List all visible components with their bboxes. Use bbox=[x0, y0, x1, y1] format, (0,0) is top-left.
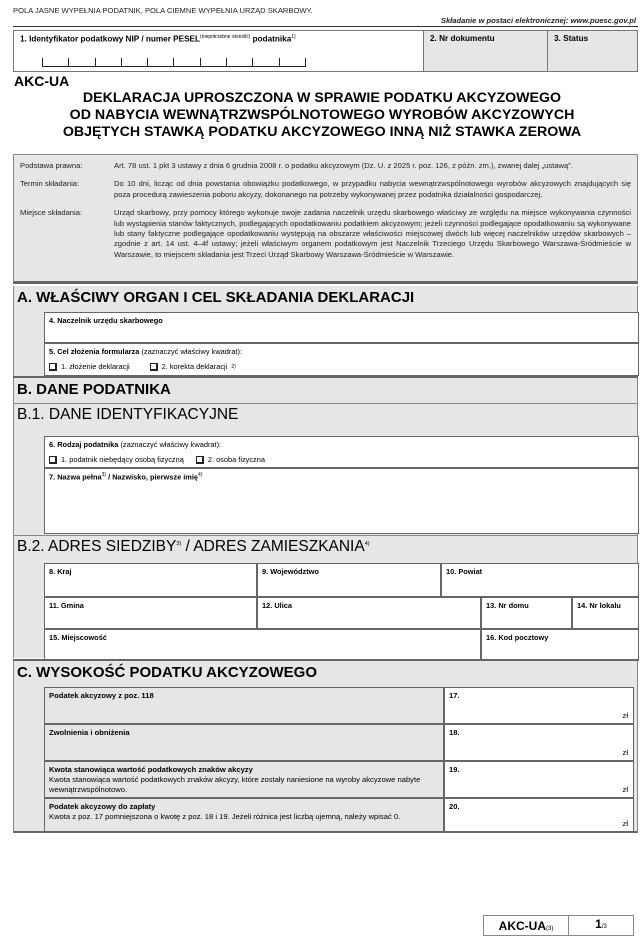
field-18-input[interactable]: 18. zł bbox=[445, 725, 633, 760]
section-b-title: B. DANE PODATNIKA bbox=[14, 378, 637, 404]
footer-form-code: AKC-UA(3) bbox=[484, 916, 569, 935]
section-a bbox=[13, 286, 638, 377]
section-b2-title: B.2. ADRES SIEDZIBY$^{3)}$ / ADRES ZAMIESZKANIA$^{4)}$ bbox=[14, 535, 637, 556]
field-12-street[interactable]: 12. Ulica bbox=[257, 597, 481, 629]
section-b1-title: B.1. DANE IDENTYFIKACYJNE bbox=[17, 406, 239, 423]
field-15-city[interactable]: 15. Miejscowość bbox=[44, 629, 481, 661]
deadline-row: Termin składania: Do 10 dni, licząc od dnia powstania obowiązku podatkowego, w przypadku nabycia wewnątrzwspólnotowego wyrobów akcyzowych znajdujących się poza procedurą zawieszenia poboru akcyzy, dokonanego na potrzeby wykonywanej przez podatnika działalności gospodarczej. bbox=[20, 179, 631, 199]
legal-info-box bbox=[13, 154, 638, 284]
header-rule bbox=[13, 26, 638, 27]
fill-instruction-note: POLA JASNE WYPEŁNIA PODATNIK, POLA CIEMNE WYPEŁNIA URZĄD SKARBOWY. bbox=[13, 6, 313, 15]
field-1-nip-pesel[interactable]: 1. Identyfikator podatkowy NIP / numer $PESEL^{(niepotrzebne skreślić)}$ podatnika$^{1)}$ bbox=[14, 31, 424, 71]
field-9-voivodeship[interactable]: 9. Województwo bbox=[257, 563, 441, 597]
field-11-commune[interactable]: 11. Gmina bbox=[44, 597, 257, 629]
field-8-country[interactable]: 8. Kraj bbox=[44, 563, 257, 597]
field-20-input[interactable]: 20. zł bbox=[445, 799, 633, 831]
field-16-postal-code[interactable]: 16. Kod pocztowy bbox=[481, 629, 639, 661]
electronic-submission-note: Składanie w postaci elektronicznej: www.puesc.gov.pl bbox=[440, 16, 636, 25]
field-19-input[interactable]: 19. zł bbox=[445, 762, 633, 797]
section-c-title: C. WYSOKOŚĆ PODATKU AKCYZOWEGO bbox=[17, 664, 317, 681]
checkbox-icon[interactable] bbox=[49, 456, 57, 464]
field-10-county[interactable]: 10. Powiat bbox=[441, 563, 639, 597]
field-6-taxpayer-type: 6. Rodzaj podatnika (zaznaczyć właściwy kwadrat): 1. podatnik niebędący osobą fizyczną 2. osoba fizyczna bbox=[44, 436, 639, 468]
field-13-house-number[interactable]: 13. Nr domu bbox=[481, 597, 572, 629]
option-natural-person[interactable]: 2. osoba fizyczna bbox=[196, 455, 265, 464]
row-20-tax-due: Podatek akcyzowy do zapłaty Kwota z poz. 17 pomniejszona o kwotę z poz. 18 i 19. Jeżeli różnica jest liczbą ujemną, należy wpisać 0. 20. zł bbox=[44, 798, 634, 832]
field-4-tax-office[interactable]: 4. Naczelnik urzędu skarbowego bbox=[44, 312, 639, 343]
field-7-full-name[interactable]: 7. Nazwa pełna$^{3)}$ / Nazwisko, pierwsze imię$^{4)}$ bbox=[44, 468, 639, 534]
option-correction[interactable]: 2. korekta deklaracji 2) bbox=[150, 362, 236, 371]
field-1-label: 1. Identyfikator podatkowy NIP / numer PESEL bbox=[20, 34, 201, 44]
submission-place-row: Miejsce składania: Urząd skarbowy, przy pomocy którego wykonuje swoje zadania naczelnik urzędu skarbowego właściwy ze względu na miejsce wykonywania czynności lub wystąpienia stanów faktycznych, podlegających opodatkowaniu podatkiem akcyzowym; jeżeli czynności podlegające opodatkowaniu są wykonywane lub stany faktyczne podlegające opodatkowaniu występują na obszarze właściwości miejscowej dwóch lub więcej naczelników urzędów skarbowych – zgodnie z art. 14 ust. 4–4f ustawy; jeżeli właściwym organem podatkowym jest Naczelnik Trzeciego Urzędu Skarbowego Warszawa-Śródmieście w Warszawie, to miejscem składania jest Trzeci Urząd Skarbowy Warszawa-Śródmieście w Warszawie. bbox=[20, 208, 631, 259]
field-2-document-number: 2. Nr dokumentu bbox=[424, 31, 548, 71]
field-14-apartment-number[interactable]: 14. Nr lokalu bbox=[572, 597, 639, 629]
row-17-excise-tax: Podatek akcyzowy z poz. 118 17. zł bbox=[44, 687, 634, 724]
page-footer bbox=[483, 915, 634, 936]
section-a-title: A. WŁAŚCIWY ORGAN I CEL SKŁADANIA DEKLARACJI bbox=[17, 289, 415, 306]
field-3-status: 3. Status bbox=[548, 31, 637, 71]
form-title: DEKLARACJA UPROSZCZONA W SPRAWIE PODATKU AKCYZOWEGO OD NABYCIA WEWNĄTRZWSPÓLNOTOWEGO WYROBÓW AKCYZOWYCH OBJĘTYCH STAWKĄ PODATKU AKCYZOWEGO INNĄ NIŻ STAWKA ZEROWA bbox=[62, 90, 582, 140]
nip-digit-boxes[interactable] bbox=[42, 58, 306, 67]
row-18-exemptions: Zwolnienia i obniżenia 18. zł bbox=[44, 724, 634, 761]
field-17-input[interactable]: 17. zł bbox=[445, 688, 633, 723]
legal-basis-row: Podstawa prawna: Art. 78 ust. 1 pkt 3 ustawy z dnia 6 grudnia 2008 r. o podatku akcyzowym (Dz. U. z 2025 r. poz. 126, z późn. zm.), zwanej dalej „ustawą”. bbox=[20, 161, 573, 170]
page-number: 1/3 bbox=[595, 917, 607, 931]
checkbox-icon[interactable] bbox=[49, 363, 57, 371]
section-b bbox=[13, 378, 638, 658]
option-non-natural-person[interactable]: 1. podatnik niebędący osobą fizyczną bbox=[49, 455, 184, 464]
checkbox-icon[interactable] bbox=[196, 456, 204, 464]
option-submission[interactable]: 1. złożenie deklaracji bbox=[49, 362, 130, 371]
field-5-purpose: 5. Cel złożenia formularza (zaznaczyć właściwy kwadrat): 1. złożenie deklaracji 2. korekta deklaracji 2) bbox=[44, 343, 639, 376]
row-19-excise-stamps: Kwota stanowiąca wartość podatkowych znaków akcyzy Kwota stanowiąca wartość podatkowych znaków akcyzy, które zostały naniesione na wyroby akcyzowe nabyte wewnątrzwspólnotowo. 19. zł bbox=[44, 761, 634, 798]
form-code: AKC-UA bbox=[14, 73, 70, 89]
checkbox-icon[interactable] bbox=[150, 363, 158, 371]
identifier-box bbox=[13, 30, 638, 72]
